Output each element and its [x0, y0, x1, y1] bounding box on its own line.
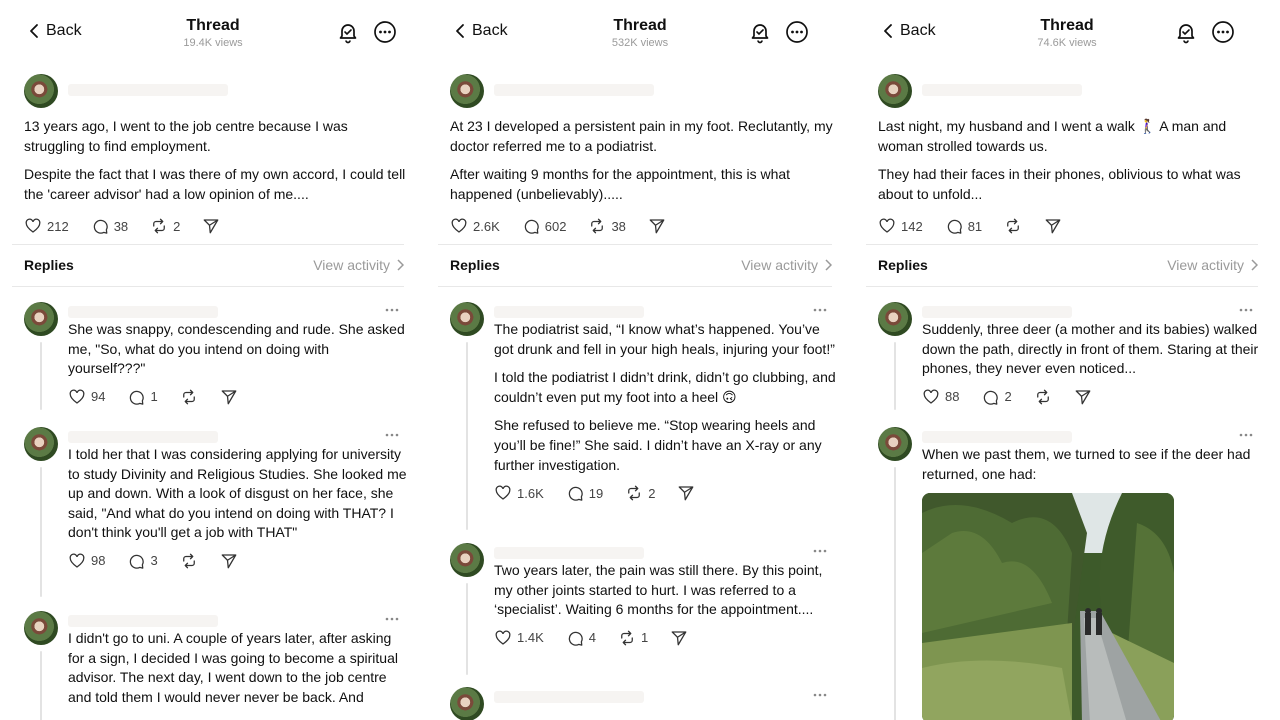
repost-button[interactable] — [180, 552, 198, 570]
send-icon — [220, 388, 238, 406]
author-username[interactable] — [922, 84, 1082, 96]
post-text: 13 years ago, I went to the job centre because I was struggling to find employment. — [24, 118, 348, 154]
reply-avatar[interactable] — [450, 687, 484, 720]
reply-username[interactable] — [494, 691, 644, 703]
like-count: 98 — [91, 553, 106, 569]
reply-avatar[interactable] — [24, 427, 58, 461]
comment-count: 602 — [544, 218, 567, 234]
more-circle-icon — [373, 20, 397, 44]
thread-line — [466, 583, 468, 675]
repost-button[interactable] — [1034, 388, 1052, 406]
repost-button[interactable] — [618, 629, 648, 647]
like-button[interactable] — [24, 217, 69, 235]
like-count: 1.4K — [517, 630, 544, 646]
reply-avatar[interactable] — [24, 611, 58, 645]
like-button[interactable] — [68, 388, 105, 406]
post-actions — [878, 217, 1262, 235]
reply-text: Two years later, the pain was still there. By this point, my other joints started to hurt. I was referred to a ‘specialist’. Waiting 6 months for the appointment.... — [494, 562, 823, 618]
replies-header — [878, 255, 1258, 275]
repost-button[interactable] — [625, 484, 655, 502]
author-avatar[interactable] — [878, 74, 912, 108]
thread-line — [894, 467, 896, 720]
heart-icon — [24, 217, 42, 235]
share-button[interactable] — [677, 484, 695, 502]
chevron-left-icon — [882, 23, 894, 39]
repost-count: 38 — [611, 218, 626, 234]
replies-label: Replies — [878, 257, 928, 273]
more-dots-icon — [384, 305, 400, 315]
header — [426, 0, 854, 62]
comment-button[interactable] — [127, 552, 157, 570]
reply-username[interactable] — [68, 306, 218, 318]
comment-icon — [945, 217, 963, 235]
comment-count: 81 — [967, 218, 983, 234]
comment-button[interactable] — [566, 629, 596, 647]
comment-icon — [127, 388, 145, 406]
share-button[interactable] — [1044, 217, 1062, 235]
share-button[interactable] — [648, 217, 666, 235]
comment-icon — [127, 552, 145, 570]
repost-icon — [180, 388, 198, 406]
share-button[interactable] — [670, 629, 688, 647]
reply-actions — [494, 484, 838, 502]
reply-body — [922, 320, 1264, 406]
more-dots-icon — [812, 305, 828, 315]
view-activity-link[interactable] — [1167, 257, 1258, 273]
repost-icon — [1034, 388, 1052, 406]
header — [0, 0, 426, 62]
comment-icon — [981, 388, 999, 406]
chevron-left-icon — [28, 23, 40, 39]
thread-panel-1 — [0, 0, 426, 720]
reply-text: I didn't go to uni. A couple of years later, after asking for a sign, I decided I was going to become a spiritual advisor. The next day, I went down to the job centre and told them I would never never be back. And — [68, 630, 398, 705]
comment-button[interactable] — [522, 217, 567, 235]
comment-icon — [566, 484, 584, 502]
view-activity-link[interactable] — [313, 257, 404, 273]
replies-label: Replies — [450, 257, 500, 273]
more-dots-icon — [384, 430, 400, 440]
repost-button[interactable] — [150, 217, 180, 235]
chevron-right-icon — [1250, 259, 1258, 271]
page-title: Thread — [613, 17, 667, 34]
heart-icon — [494, 629, 512, 647]
reply-text: She refused to believe me. “Stop wearing heels and you’ll be fine!” She said. I didn’t have an X-ray or any further investigation. — [494, 417, 822, 473]
replies-header — [450, 255, 832, 275]
header — [854, 0, 1280, 62]
reply-more-button[interactable] — [812, 687, 828, 697]
comment-icon — [566, 629, 584, 647]
like-button[interactable] — [450, 217, 500, 235]
comment-count: 4 — [588, 630, 596, 646]
view-activity-label: View activity — [1167, 257, 1244, 273]
like-button[interactable] — [922, 388, 959, 406]
post-text: Last night, my husband and I went a walk 🚶‍♀️ A man and woman strolled towards us. — [878, 118, 1227, 154]
comment-button[interactable] — [91, 217, 128, 235]
reply-avatar[interactable] — [878, 302, 912, 336]
notification-bell-button[interactable] — [1174, 20, 1198, 44]
heart-icon — [68, 552, 86, 570]
comment-button[interactable] — [945, 217, 982, 235]
reply-actions — [68, 388, 410, 406]
reply-username[interactable] — [68, 431, 218, 443]
repost-button[interactable] — [588, 217, 625, 235]
reply-more-button[interactable] — [1238, 302, 1254, 312]
repost-icon — [618, 629, 636, 647]
chevron-right-icon — [396, 259, 404, 271]
reply-username[interactable] — [494, 306, 644, 318]
share-button[interactable] — [220, 388, 238, 406]
reply-body — [494, 320, 838, 502]
repost-icon — [625, 484, 643, 502]
reply-username[interactable] — [922, 431, 1072, 443]
notification-bell-button[interactable] — [748, 20, 772, 44]
repost-count: 2 — [173, 218, 181, 234]
reply-text: I told the podiatrist I didn’t drink, didn’t go clubbing, and couldn’t even put my foot into a heel 🙃 — [494, 369, 836, 405]
divider — [12, 286, 404, 287]
replies-header — [24, 255, 404, 275]
bell-icon — [748, 20, 772, 44]
send-icon — [1044, 217, 1062, 235]
share-button[interactable] — [202, 217, 220, 235]
reply-avatar[interactable] — [878, 427, 912, 461]
like-count: 88 — [945, 389, 960, 405]
divider — [866, 244, 1258, 245]
view-activity-link[interactable] — [741, 257, 832, 273]
thread-line — [466, 342, 468, 530]
heart-icon — [68, 388, 86, 406]
send-icon — [220, 552, 238, 570]
like-count: 94 — [91, 389, 106, 405]
send-icon — [677, 484, 695, 502]
reply-text: When we past them, we turned to see if the deer had returned, one had: — [922, 446, 1251, 482]
thread-line — [40, 651, 42, 720]
comment-button[interactable] — [566, 484, 603, 502]
repost-icon — [180, 552, 198, 570]
page-title: Thread — [1040, 17, 1094, 34]
thread-line — [894, 342, 896, 410]
repost-count: 1 — [640, 630, 649, 646]
divider — [438, 286, 832, 287]
more-circle-icon — [1211, 20, 1235, 44]
main-post — [24, 117, 408, 235]
back-button[interactable] — [882, 22, 936, 40]
post-text: Despite the fact that I was there of my own accord, I could tell the 'career advisor' had a low opinion of me.... — [24, 166, 406, 202]
heart-icon — [450, 217, 468, 235]
author-username[interactable] — [494, 84, 654, 96]
more-options-button[interactable] — [373, 20, 397, 44]
views-count: 74.6K views — [1037, 37, 1097, 49]
more-options-button[interactable] — [1211, 20, 1235, 44]
like-count: 2.6K — [473, 218, 500, 234]
back-button[interactable] — [454, 22, 508, 40]
heart-icon — [878, 217, 896, 235]
reply-more-button[interactable] — [1238, 427, 1254, 437]
post-actions — [450, 217, 836, 235]
back-label: Back — [900, 22, 936, 39]
bell-icon — [1174, 20, 1198, 44]
back-label: Back — [46, 22, 82, 39]
post-actions — [24, 217, 408, 235]
more-dots-icon — [1238, 305, 1254, 315]
comment-button[interactable] — [981, 388, 1011, 406]
reply-body — [68, 445, 410, 570]
repost-button[interactable] — [180, 388, 198, 406]
reply-body — [68, 629, 410, 707]
comment-count: 1 — [150, 389, 158, 405]
send-icon — [202, 217, 220, 235]
path-photo-image — [922, 493, 1174, 720]
comment-icon — [522, 217, 540, 235]
more-dots-icon — [384, 614, 400, 624]
views-count: 19.4K views — [183, 37, 243, 49]
heart-icon — [922, 388, 940, 406]
more-dots-icon — [812, 690, 828, 700]
reply-actions — [922, 388, 1264, 406]
like-count: 1.6K — [517, 485, 544, 501]
comment-button[interactable] — [127, 388, 157, 406]
comment-count: 3 — [150, 553, 158, 569]
reply-more-button[interactable] — [812, 302, 828, 312]
reply-text: She was snappy, condescending and rude. She asked me, "So, what do you intend on doing with yourself???" — [68, 321, 405, 377]
reply-more-button[interactable] — [812, 543, 828, 553]
comment-icon — [91, 217, 109, 235]
reply-username[interactable] — [494, 547, 644, 559]
repost-button[interactable] — [1004, 217, 1022, 235]
author-avatar[interactable] — [450, 74, 484, 108]
view-activity-label: View activity — [313, 257, 390, 273]
reply-username[interactable] — [68, 615, 218, 627]
post-text: After waiting 9 months for the appointment, this is what happened (unbelievably)..... — [450, 166, 791, 202]
thread-panel-3 — [854, 0, 1280, 720]
reply-body — [922, 445, 1264, 720]
send-icon — [648, 217, 666, 235]
divider — [438, 244, 832, 245]
comment-count: 2 — [1004, 389, 1012, 405]
comment-count: 19 — [588, 485, 604, 501]
replies-label: Replies — [24, 257, 74, 273]
back-button[interactable] — [28, 22, 82, 40]
reply-text: Suddenly, three deer (a mother and its babies) walked down the path, directly in front of them. Staring at their phones, they never even noticed... — [922, 321, 1259, 377]
path-photo[interactable] — [922, 493, 1174, 720]
reply-username[interactable] — [922, 306, 1072, 318]
reply-avatar[interactable] — [24, 302, 58, 336]
reply-avatar[interactable] — [450, 543, 484, 577]
more-dots-icon — [1238, 430, 1254, 440]
reply-body — [68, 320, 410, 406]
repost-icon — [150, 217, 168, 235]
back-label: Back — [472, 22, 508, 39]
thread-panel-2 — [426, 0, 854, 720]
view-activity-label: View activity — [741, 257, 818, 273]
chevron-right-icon — [824, 259, 832, 271]
reply-more-button[interactable] — [384, 611, 400, 621]
main-post — [450, 117, 836, 235]
reply-avatar[interactable] — [450, 302, 484, 336]
like-button[interactable] — [494, 484, 544, 502]
reply-text: I told her that I was considering applying for university to study Divinity and Religious Studies. She looked me up and down. With a look of disgust on her face, she said, "And what do you intend on doing with THAT? I don't think you'll get a job with THAT" — [68, 446, 407, 541]
repost-count: 2 — [648, 485, 656, 501]
post-text: They had their faces in their phones, oblivious to what was about to unfold... — [878, 166, 1241, 202]
reply-text: The podiatrist said, “I know what’s happened. You’ve got drunk and fell in your high heals, injuring your foot!” — [494, 321, 835, 357]
reply-more-button[interactable] — [384, 427, 400, 437]
like-button[interactable] — [878, 217, 923, 235]
chevron-left-icon — [454, 23, 466, 39]
like-count: 212 — [47, 218, 69, 234]
reply-actions — [494, 629, 838, 647]
main-post — [878, 117, 1262, 235]
heart-icon — [494, 484, 512, 502]
like-count: 142 — [901, 218, 923, 234]
reply-actions — [68, 552, 410, 570]
thread-line — [40, 342, 42, 410]
send-icon — [670, 629, 688, 647]
reply-more-button[interactable] — [384, 302, 400, 312]
thread-line — [40, 467, 42, 597]
more-circle-icon — [785, 20, 809, 44]
page-title: Thread — [186, 17, 240, 34]
author-avatar[interactable] — [24, 74, 58, 108]
share-button[interactable] — [1074, 388, 1092, 406]
divider — [12, 244, 404, 245]
post-text: At 23 I developed a persistent pain in my foot. Reclutantly, my doctor referred me to a podiatrist. — [450, 118, 833, 154]
author-username[interactable] — [68, 84, 228, 96]
like-button[interactable] — [494, 629, 544, 647]
notification-bell-button[interactable] — [336, 20, 360, 44]
repost-icon — [1004, 217, 1022, 235]
like-button[interactable] — [68, 552, 105, 570]
bell-icon — [336, 20, 360, 44]
divider — [866, 286, 1258, 287]
more-options-button[interactable] — [785, 20, 809, 44]
share-button[interactable] — [220, 552, 238, 570]
comment-count: 38 — [113, 218, 129, 234]
send-icon — [1074, 388, 1092, 406]
views-count: 532K views — [611, 37, 669, 49]
more-dots-icon — [812, 546, 828, 556]
reply-body — [494, 561, 838, 647]
repost-icon — [588, 217, 606, 235]
